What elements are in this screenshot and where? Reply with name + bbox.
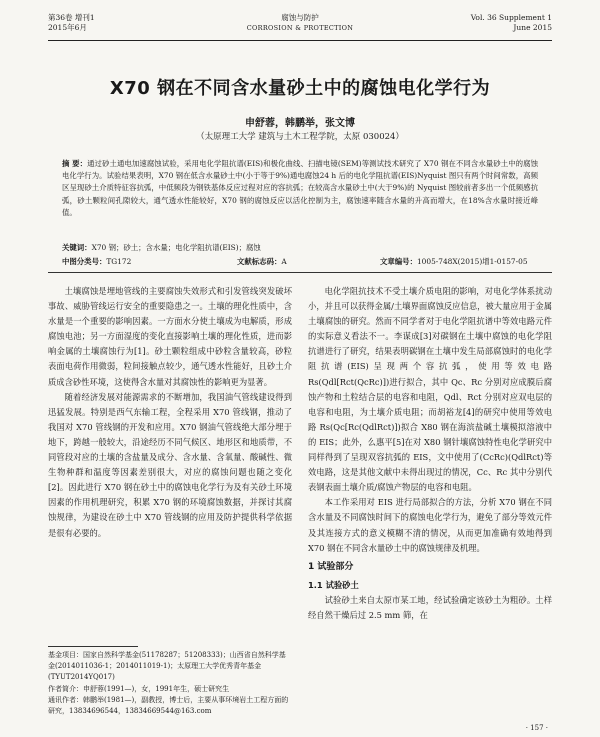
paper-authors: 申舒蓉，韩鹏举，张文博 <box>245 118 355 129</box>
paragraph: 本工作采用对 EIS 进行局部拟合的方法，分析 X70 钢在不同含水量及不同腐蚀时间下的腐蚀电化学行为，避免了部分等效元件及其连接方式的意义模糊不清的情况，从而更加准确有效地得到 X70 钢在不同含水量砂土中的腐蚀规律及机理。 <box>308 497 552 553</box>
page-number: · 157 · <box>525 724 548 732</box>
abstract-label: 摘 要： <box>62 159 88 168</box>
subsection-heading: 1.1 试验砂土 <box>308 579 359 590</box>
paragraph: 土壤腐蚀是埋地管线的主要腐蚀失效形式和引发管线突发破坏事故、威胁管线运行安全的重要隐患之一。土壤的理化性质中，含水量是一个重要的影响因素。一方面水分使土壤成为电解质，形成腐蚀电池；另一方面湿度的变化直接影响土壤的理化性质，进而影响金属的土壤腐蚀行为[1]。砂土颗粒组成中砂粒含量较高，砂粒表面电荷作用微弱，粒间接触点较少，通气透水性能好，且砂土介质成含砂性环境，这使得含水量对其腐蚀性的影响更为显著。 <box>48 286 292 387</box>
article-id-label: 文章编号： <box>380 257 417 266</box>
footnote-funding: 基金项目：国家自然科学基金(51178287；51208333)；山西省自然科学基金(2014011036-1；2014011019-1)；太原理工大学优秀青年基金(TYUT2014YQ017) <box>48 651 286 682</box>
abstract-text: 通过砂土通电加速腐蚀试验，采用电化学阻抗谱(EIS)和极化曲线、扫描电镜(SEM)等测试技术研究了 X70 钢在不同含水量砂土中的腐蚀电化学行为。试验结果表明，X70 钢在低含水量砂土中(小于等于9%)通电腐蚀24 h 后的电化学阻抗谱(EIS)Nyquist 图只有两个时间常数，高频区呈现砂土介质特征容抗弧，中低频段为钢铁基体反应过程对应的容抗弧；在较高含水量砂土中(大于9%)的 Nyquist 图较前者多出一个低频感抗弧，砂土颗粒间孔隙较大，通气透水性能较好，X70 钢的腐蚀反应以活化控制为主，腐蚀速率随含水量的升高而增大，在18%含水量时接近峰值。 <box>62 159 538 217</box>
header-right <box>471 13 552 33</box>
keywords <box>62 242 538 253</box>
footnote-divider <box>48 646 138 647</box>
section-heading: 1 试验部分 <box>308 561 354 572</box>
doc-code-value: A <box>281 257 287 266</box>
right-column <box>308 284 552 623</box>
paper-title: X70 钢在不同含水量砂土中的腐蚀电化学行为 <box>109 78 491 99</box>
keywords-text: X70 钢；砂土；含水量；电化学阻抗谱(EIS)；腐蚀 <box>91 243 261 252</box>
keywords-label: 关键词： <box>62 243 92 252</box>
paragraph: 电化学阻抗技术不受土壤介质电阻的影响，对电化学体系扰动小，并且可以获得金属/土壤界面腐蚀反应信息，被大量应用于金属土壤腐蚀的研究。然而不同学者对于电化学阻抗谱中等效电路元件的实际意义看法不一。李谋成[3]对碳钢在土壤中腐蚀的电化学阻抗谱进行了研究，结果表明碳钢在土壤中发生局部腐蚀时的电化学阻抗谱(EIS)呈现两个容抗弧，使用等效电路 Rs(Qdl[Rct(QcRc)])进行拟合，其中 Qc、Rc 分别对应成膜后腐蚀产物和土粒结合层的电容和电阻，Qdl、Rct 分别对应双电层的电容和电阻，为土壤介质电阻；而胡裕龙[4]的研究中使用等效电路 Rs(Qc[Rc(QdlRct)])拟合 X80 钢在海滨盐碱土壤模拟溶液中的 EIS；此外，么惠平[5]在对 X80 钢针壤腐蚀特性电化学研究中同样得到了呈现双容抗弧的 EIS，文中使用了(CcRc)(QdlRct)等效电路，这是其他文献中未得出现过的情况，Cc、Rc 其中分别代表钢表面土壤介质/腐蚀产物层的电容和电阻。 <box>308 286 552 493</box>
abstract <box>62 158 538 219</box>
journal-name-cn: 腐蚀与防护 <box>281 13 319 22</box>
footnote-correspondence: 通讯作者：韩鹏举(1981—)，副教授，博士后，主要从事环境岩土工程方面的研究，13834696544，13834669544@163.com <box>48 695 289 716</box>
clc-value: TG172 <box>106 257 132 266</box>
header-volume: 第36卷 增刊1 <box>48 13 95 22</box>
paragraph: 随着经济发展对能源需求的不断增加，我国油气管线建设得到迅猛发展。特别是西气东输工程，全程采用 X70 管线钢，推动了我国对 X70 管线钢的开发和应用。X70 钢油气管线绝大部分埋于地下，跨越一般较大，沿途经历不同气候区、地形区和地质带，不同管段对应的土壤的含盐量及成分、含水量、含氧量、酸碱性、微生物种群和温度等因素差别很大，对应的腐蚀问题也随之变化[2]。因此进行 X70 钢在砂土中的腐蚀电化学行为及有关砂土环境因素的作用机理研究，积累 X70 钢的环境腐蚀数据，并探讨其腐蚀规律，为建设在砂土中 X70 管线钢的应用及防护提供科学依据是很有必要的。 <box>48 391 292 538</box>
paragraph: 试验砂土来自太原市某工地，经试验确定该砂土为粗砂。土样经自然干燥后过 2.5 mm 筛，在 <box>308 594 552 620</box>
header-date: 2015年6月 <box>48 23 87 32</box>
header-volume-en: Vol. 36 Supplement 1 <box>470 13 552 22</box>
running-header <box>48 10 552 41</box>
left-column <box>48 284 292 541</box>
clc-label: 中图分类号： <box>62 257 107 266</box>
footnote-author: 作者简介：申舒蓉(1991—)，女，1991年生，硕士研究生 <box>48 684 230 693</box>
footnotes <box>48 650 292 717</box>
article-id-value: 1005-748X(2015)增1-0157-05 <box>416 257 528 266</box>
divider <box>48 272 552 273</box>
journal-name-en: CORROSION & PROTECTION <box>246 24 354 32</box>
doc-code-label: 文献标志码： <box>237 257 282 266</box>
header-date-en: June 2015 <box>513 23 552 32</box>
paper-affiliation: （太原理工大学 建筑与土木工程学院，太原 030024） <box>196 132 404 142</box>
